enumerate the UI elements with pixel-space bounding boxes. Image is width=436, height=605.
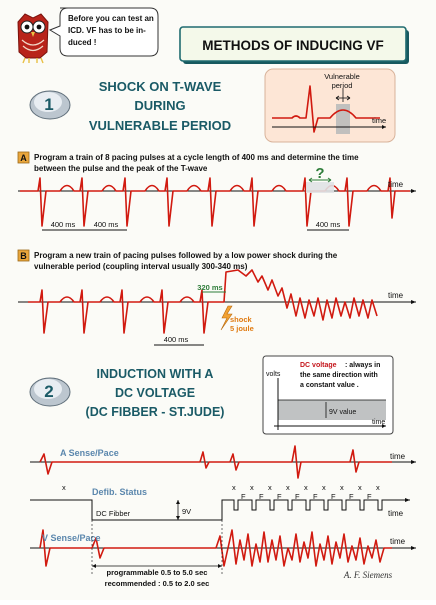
step-a-ecg-strip	[18, 165, 416, 230]
step-b-time-label: time	[388, 291, 404, 300]
step-b-interval: 400 ms	[163, 335, 189, 344]
vulnerable-period-inset	[265, 69, 395, 142]
method-2-title-line-3: (DC FIBBER - ST.JUDE)	[85, 405, 225, 419]
f-mark-7: F	[349, 492, 354, 501]
x-mark-4: x	[268, 483, 272, 492]
main-title-box	[180, 27, 409, 64]
inset-note-line-1: : always in	[345, 362, 381, 369]
x-mark-3: x	[250, 483, 254, 492]
step-b-text-line-2: vulnerable period (coupling interval usually 300-340 ms)	[34, 262, 248, 271]
f-mark-6: F	[331, 492, 336, 501]
inset-vulnerable-label-line-1: Vulnerable	[324, 72, 360, 81]
dc-fibber-label: DC Fibber	[96, 509, 131, 518]
dc-voltage-label: 9V	[182, 507, 192, 516]
method-1-title-line-2: DURING	[134, 98, 186, 113]
x-mark-7: x	[322, 483, 326, 492]
v-sense-trace	[30, 530, 416, 566]
step-a-interval-2: 400 ms	[93, 220, 119, 229]
method-2-badge	[30, 378, 70, 406]
f-mark-2: F	[259, 492, 264, 501]
defib-status-label: Defib. Status	[92, 487, 148, 497]
x-mark-8: x	[340, 483, 344, 492]
step-b-shock-line-1: shock	[230, 315, 252, 324]
main-title: METHODS OF INDUCING VF	[202, 38, 384, 53]
inset-time-label-2: time	[372, 419, 386, 426]
owl-speech-bubble	[50, 8, 158, 56]
inset-note-line-3: a constant value .	[300, 382, 359, 389]
step-a-text-line-2: between the pulse and the peak of the T-wave	[34, 164, 208, 173]
owl-bubble-line-3: duced !	[68, 38, 97, 47]
step-a-question-mark: ?	[315, 165, 325, 182]
x-mark-9: x	[358, 483, 362, 492]
owl-bubble-line-1: Before you can test an	[68, 14, 154, 23]
inset-volts-label: volts	[266, 371, 281, 378]
a-sense-trace	[30, 446, 416, 478]
step-a-letter: A	[20, 153, 27, 163]
defib-time-label: time	[388, 509, 404, 518]
f-mark-8: F	[367, 492, 372, 501]
f-mark-4: F	[295, 492, 300, 501]
inset-time-label: time	[372, 116, 387, 125]
duration-bracket	[92, 520, 222, 588]
inset-note-line-2: the same direction with	[300, 372, 378, 379]
method-1-number: 1	[44, 95, 54, 114]
f-mark-3: F	[277, 492, 282, 501]
dc-voltage-inset	[263, 356, 393, 434]
method-1-badge	[30, 91, 70, 119]
a-sense-label: A Sense/Pace	[60, 448, 119, 458]
a-sense-time-label: time	[390, 452, 406, 461]
step-a-text-line-1: Program a train of 8 pacing pulses at a cycle length of 400 ms and determine the time	[34, 153, 359, 162]
x-mark-10: x	[376, 483, 380, 492]
step-b-ecg-strip	[18, 270, 416, 345]
recommended-range: recommended : 0.5 to 2.0 sec	[104, 579, 210, 588]
defib-status-trace	[30, 483, 410, 520]
x-mark-1: x	[62, 483, 66, 492]
step-b-badge	[18, 250, 29, 261]
step-a-time-label: time	[388, 180, 404, 189]
f-mark-1: F	[241, 492, 246, 501]
step-b-coupling-interval: 320 ms	[197, 283, 223, 292]
method-2-title-line-2: DC VOLTAGE	[114, 386, 196, 400]
x-mark-6: x	[304, 483, 308, 492]
v-sense-time-label: time	[390, 537, 406, 546]
inset-9v-value: 9V value	[329, 409, 357, 416]
step-a-interval-1: 400 ms	[50, 220, 76, 229]
method-2-title-line-1: INDUCTION WITH A	[96, 367, 214, 381]
step-b-letter: B	[20, 251, 27, 261]
step-a-interval-3: 400 ms	[315, 220, 341, 229]
owl-bubble-line-2: ICD. VF has to be in-	[68, 26, 146, 35]
programmable-range: programmable 0.5 to 5.0 sec	[106, 568, 208, 577]
author-signature: A. F. Siemens	[343, 570, 393, 580]
step-b-text-line-1: Program a new train of pacing pulses followed by a low power shock during the	[34, 251, 338, 260]
method-1-title-line-1: SHOCK ON T-WAVE	[98, 79, 222, 94]
method-1-title-line-3: VULNERABLE PERIOD	[88, 118, 232, 133]
step-b-shock-line-2: 5 joule	[230, 324, 254, 333]
step-a-badge	[18, 152, 29, 163]
inset-dc-voltage-red: DC voltage	[300, 362, 337, 369]
x-mark-5: x	[286, 483, 290, 492]
owl-mascot-icon	[18, 14, 48, 63]
method-2-number: 2	[44, 382, 54, 401]
v-sense-label: V Sense/Pace	[42, 533, 101, 543]
x-mark-2: x	[232, 483, 236, 492]
inset-vulnerable-label-line-2: period	[331, 81, 353, 90]
f-mark-5: F	[313, 492, 318, 501]
